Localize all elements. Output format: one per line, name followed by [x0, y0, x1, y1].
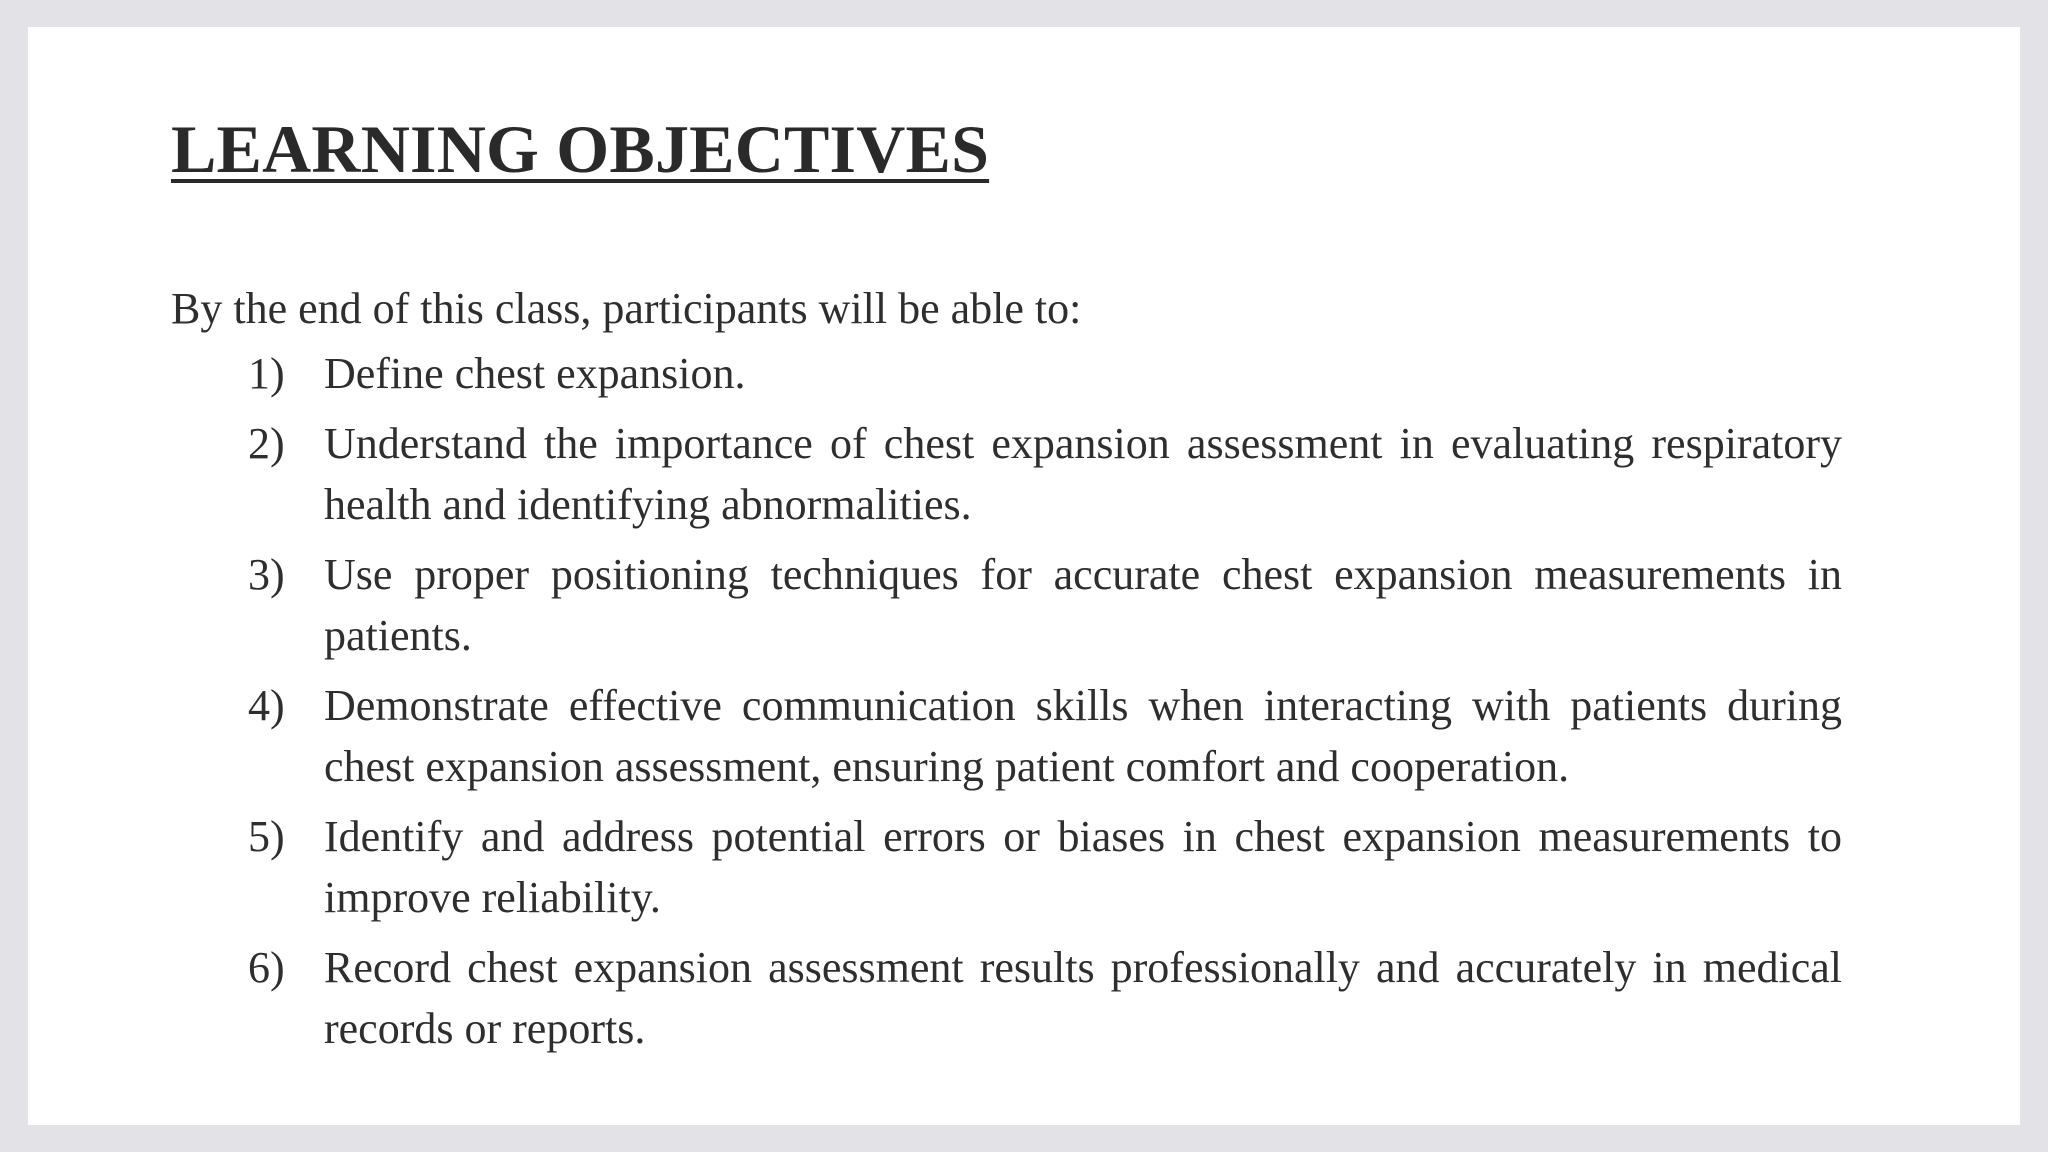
objective-item-4: [248, 675, 1842, 797]
intro-text: By the end of this class, participants will be able to:: [171, 284, 1082, 333]
objective-text: Demonstrate effective communication skills when interacting with patients during chest expansion assessment, ensuring patient comfort and cooperation.: [324, 681, 1842, 791]
objective-text: Use proper positioning techniques for accurate chest expansion measurements in patients.: [324, 550, 1842, 660]
objective-number: 1): [248, 349, 285, 398]
objective-number: 5): [248, 812, 285, 861]
objective-item-2: [248, 413, 1842, 535]
learning-objectives-list: [248, 343, 1842, 1068]
objective-number: 2): [248, 419, 285, 468]
objective-number: 4): [248, 681, 285, 730]
objective-text: Identify and address potential errors or biases in chest expansion measurements to improve reliability.: [324, 812, 1842, 922]
objective-text: Understand the importance of chest expansion assessment in evaluating respiratory health and identifying abnormalities.: [324, 419, 1842, 529]
slide: [28, 27, 2020, 1125]
objective-number: 3): [248, 550, 285, 599]
objective-number: 6): [248, 943, 285, 992]
objective-text: Record chest expansion assessment results professionally and accurately in medical records or reports.: [324, 943, 1842, 1053]
objective-text: Define chest expansion.: [324, 349, 746, 398]
objective-item-1: [248, 343, 1842, 404]
objective-item-3: [248, 544, 1842, 666]
objective-item-6: [248, 937, 1842, 1059]
slide-title: LEARNING OBJECTIVES: [171, 111, 990, 187]
objective-item-5: [248, 806, 1842, 928]
